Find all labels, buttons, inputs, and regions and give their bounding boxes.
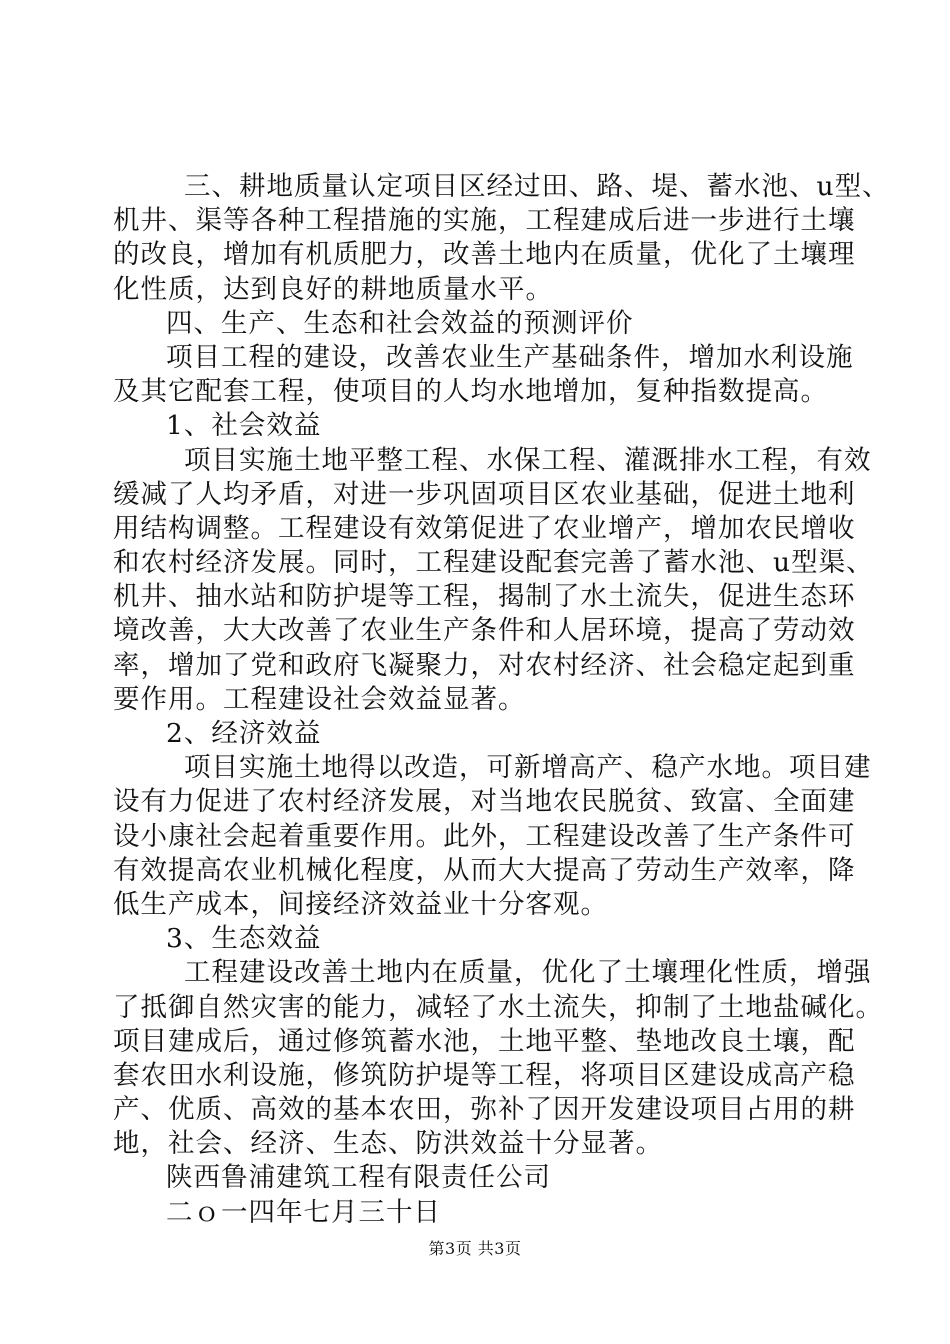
text-line: 项目实施土地平整工程、水保工程、灌溉排水工程，有效 [184, 444, 872, 476]
text-line: 要作用。工程建设社会效益显著。 [113, 683, 526, 715]
text-line: 用结构调整。工程建设有效第促进了农业增产，增加农民增收 [113, 512, 856, 544]
text-line: 低生产成本，间接经济效益业十分客观。 [113, 888, 608, 920]
document-body [113, 170, 890, 1230]
text-line: 2、经济效益 [166, 718, 322, 749]
text-line: 机井、渠等各种工程措施的实施，工程建成后进一步进行土壤 [113, 205, 856, 237]
text-line: 设有力促进了农村经济发展，对当地农民脱贫、致富、全面建 [113, 786, 856, 818]
text-line: 陕西鲁浦建筑工程有限责任公司 [166, 1162, 551, 1194]
text-line: 工程建设改善土地内在质量，优化了土壤理化性质，增强 [184, 957, 872, 989]
text-line: 项目建成后，通过修筑蓄水池，土地平整、垫地改良土壤，配 [113, 1025, 856, 1057]
text-line: 1、社会效益 [166, 410, 322, 442]
text-line: 四、生产、生态和社会效益的预测评价 [166, 307, 634, 339]
text-line: 缓减了人均矛盾，对进一步巩固项目区农业基础，促进土地利 [113, 478, 856, 510]
text-line: 3、生态效益 [166, 923, 322, 955]
text-line: 地，社会、经济、生态、防洪效益十分显著。 [113, 1128, 663, 1160]
text-line: 二ｏ一四年七月三十日 [166, 1196, 441, 1228]
text-line: 三、耕地质量认定项目区经过田、路、堤、蓄水池、u型、 [184, 171, 890, 202]
text-line: 化性质，达到良好的耕地质量水平。 [113, 273, 553, 305]
text-line: 的改良，增加有机质肥力，改善土地内在质量，优化了土壤理 [113, 239, 856, 271]
text-line: 套农田水利设施，修筑防护堤等工程，将项目区建设成高产稳 [113, 1059, 856, 1091]
text-line: 了抵御自然灾害的能力，减轻了水土流失，抑制了土地盐碱化。 [113, 991, 883, 1023]
page-footer: 第3页 共3页 [428, 1239, 522, 1258]
text-line: 设小康社会起着重要作用。此外，工程建设改善了生产条件可 [113, 820, 856, 852]
text-line: 境改善，大大改善了农业生产条件和人居环境，提高了劳动效 [113, 615, 856, 647]
text-line: 和农村经济发展。同时，工程建设配套完善了蓄水池、u型渠、 [113, 547, 874, 579]
text-line: 及其它配套工程，使项目的人均水地增加，复种指数提高。 [113, 376, 828, 408]
text-line: 项目工程的建设，改善农业生产基础条件，增加水利设施 [166, 341, 854, 373]
text-line: 机井、抽水站和防护堤等工程，揭制了水土流失，促进生态环 [113, 581, 856, 613]
text-line: 产、优质、高效的基本农田，弥补了因开发建设项目占用的耕 [113, 1094, 856, 1126]
text-line: 项目实施土地得以改造，可新增高产、稳产水地。项目建 [184, 752, 872, 784]
text-line: 率，增加了党和政府飞凝聚力，对农村经济、社会稳定起到重 [113, 649, 856, 681]
text-line: 有效提高农业机械化程度，从而大大提高了劳动生产效率，降 [113, 854, 856, 886]
